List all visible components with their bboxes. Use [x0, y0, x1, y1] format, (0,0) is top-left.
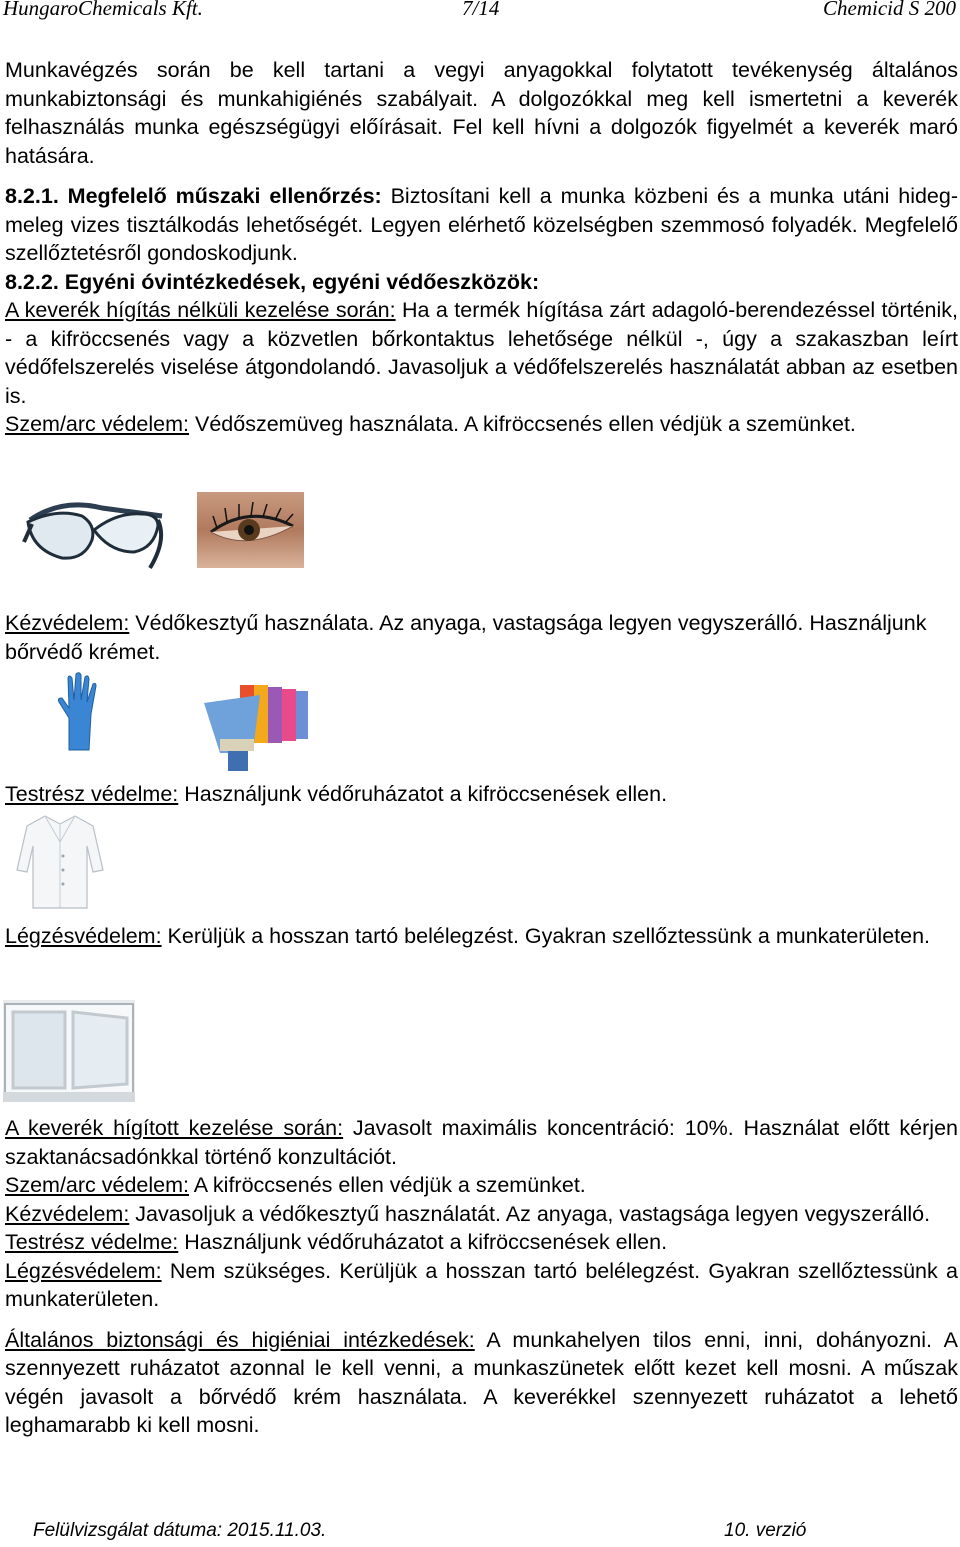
section-8-2-2-heading: 8.2.2. Egyéni óvintézkedések, egyéni védőeszközök: [5, 269, 540, 294]
diluted-text: Javasolt maximális koncentráció: 10%. Használat előtt kérjen szaktanácsadónkkal történő konzultációt. [5, 1116, 958, 1169]
diluted-body-paragraph [5, 1228, 958, 1257]
eye-protection-label: Szem/arc védelem: [5, 412, 190, 436]
respiratory-protection-paragraph [5, 922, 958, 951]
diluted-resp-label: Légzésvédelem: [5, 1258, 162, 1283]
skin-cream-image [200, 683, 310, 775]
hand-protection-label: Kézvédelem: [5, 611, 130, 635]
undiluted-text: Ha a termék hígítása zárt adagoló-berendezéssel történik, - a kifröccsenés vagy a közvetlen bőrkontaktus lehetősége nélkül -, úgy a szakaszban leírt védőfelszerelés viselése átgondolandó. Javasoljuk a védőfelszerelés használatát abban az esetben is. [5, 298, 958, 408]
section-8-2-1-heading: 8.2.1. Megfelelő műszaki ellenőrzés: [5, 184, 382, 208]
diluted-eye-label: Szem/arc védelem: [5, 1173, 190, 1197]
diluted-paragraph [5, 1114, 958, 1171]
section-body-protection [5, 780, 958, 809]
diluted-resp-text: Nem szükséges. Kerüljük a hosszan tartó belélegzést. Gyakran szellőztessünk a munkaterületen. [5, 1258, 958, 1311]
body-protection-text: Használjunk védőruházatot a kifröccsenések ellen. [178, 782, 668, 806]
intro-paragraph: Munkavégzés során be kell tartani a vegyi anyagokkal folytatott tevékenység általános munkabiztonsági és munkahigiénés szabályait. A dolgozókkal meg kell ismertetni a keverék felhasználás munka egészségügyi előírásait. Fel kell hívni a dolgozók figyelmét a keverék maró hatására. [5, 58, 958, 168]
undiluted-label: A keverék hígítás nélküli kezelése során: [5, 298, 396, 322]
general-measures-label: Általános biztonsági és higiéniai intézkedések: [5, 1327, 475, 1352]
lab-coat-image [15, 812, 105, 912]
safety-goggles-image [22, 490, 167, 580]
undiluted-paragraph [5, 296, 958, 410]
section-hand-protection [5, 609, 958, 666]
diluted-eye-text: A kifröccsenés ellen védjük a szemünket. [189, 1173, 586, 1197]
eye-image [197, 492, 304, 568]
general-measures-text: A munkahelyen tilos enni, inni, dohányozni. A szennyezett ruházatot azonnal le kell venni, a munkaszünetek előtt kezet kell mosni. A műszak végén javasolt a bőrvédő krém használata. A keverékkel szennyezett ruházatot a lehető leghamarabb ki kell mosni. [5, 1327, 958, 1437]
hand-protection-text: Védőkesztyű használata. Az anyaga, vastagsága legyen vegyszerálló. Használjunk bőrvédő krémet. [5, 611, 927, 664]
section-8-2-1-text: Biztosítani kell a munka közbeni és a munka utáni hideg-meleg vizes tisztálkodás lehetőségét. Legyen elérhető közelségben szemmosó folyadék. Megfelelő szellőztetésről gondoskodjunk. [5, 184, 959, 265]
company-name: HungaroChemicals Kft. [3, 0, 203, 20]
diluted-body-text: Használjunk védőruházatot a kifröccsenések ellen. [178, 1230, 668, 1254]
diluted-resp-paragraph [5, 1257, 958, 1314]
section-respiratory-protection [5, 922, 958, 951]
product-name: Chemicid S 200 [823, 0, 956, 20]
eye-protection-text: Védőszemüveg használata. A kifröccsenés ellen védjük a szemünket. [189, 412, 856, 436]
glove-image [55, 670, 100, 755]
body-protection-label: Testrész védelme: [5, 782, 179, 806]
open-window-image [3, 1000, 135, 1102]
hand-protection-paragraph [5, 609, 958, 666]
eye-protection-paragraph [5, 410, 958, 439]
respiratory-protection-text: Kerüljük a hosszan tartó belélegzést. Gyakran szellőztessünk a munkaterületen. [161, 924, 931, 948]
diluted-hand-text: Javasoljuk a védőkesztyű használatát. Az anyaga, vastagsága legyen vegyszerálló. [129, 1201, 931, 1226]
page-header [0, 0, 960, 22]
diluted-body-label: Testrész védelme: [5, 1230, 179, 1254]
version: 10. verzió [724, 1520, 807, 1541]
diluted-label: A keverék hígított kezelése során: [5, 1116, 344, 1140]
review-date: Felülvizsgálat dátuma: 2015.11.03. [33, 1520, 327, 1541]
page-number: 7/14 [462, 0, 500, 20]
diluted-hand-label: Kézvédelem: [5, 1201, 130, 1226]
body-protection-paragraph [5, 780, 958, 809]
diluted-eye-paragraph [5, 1171, 958, 1200]
respiratory-protection-label: Légzésvédelem: [5, 924, 162, 948]
section-8-2-1 [5, 182, 958, 268]
general-measures-paragraph [5, 1326, 958, 1440]
section-intro [5, 56, 958, 439]
section-diluted [5, 1114, 958, 1440]
diluted-hand-paragraph [5, 1200, 958, 1229]
